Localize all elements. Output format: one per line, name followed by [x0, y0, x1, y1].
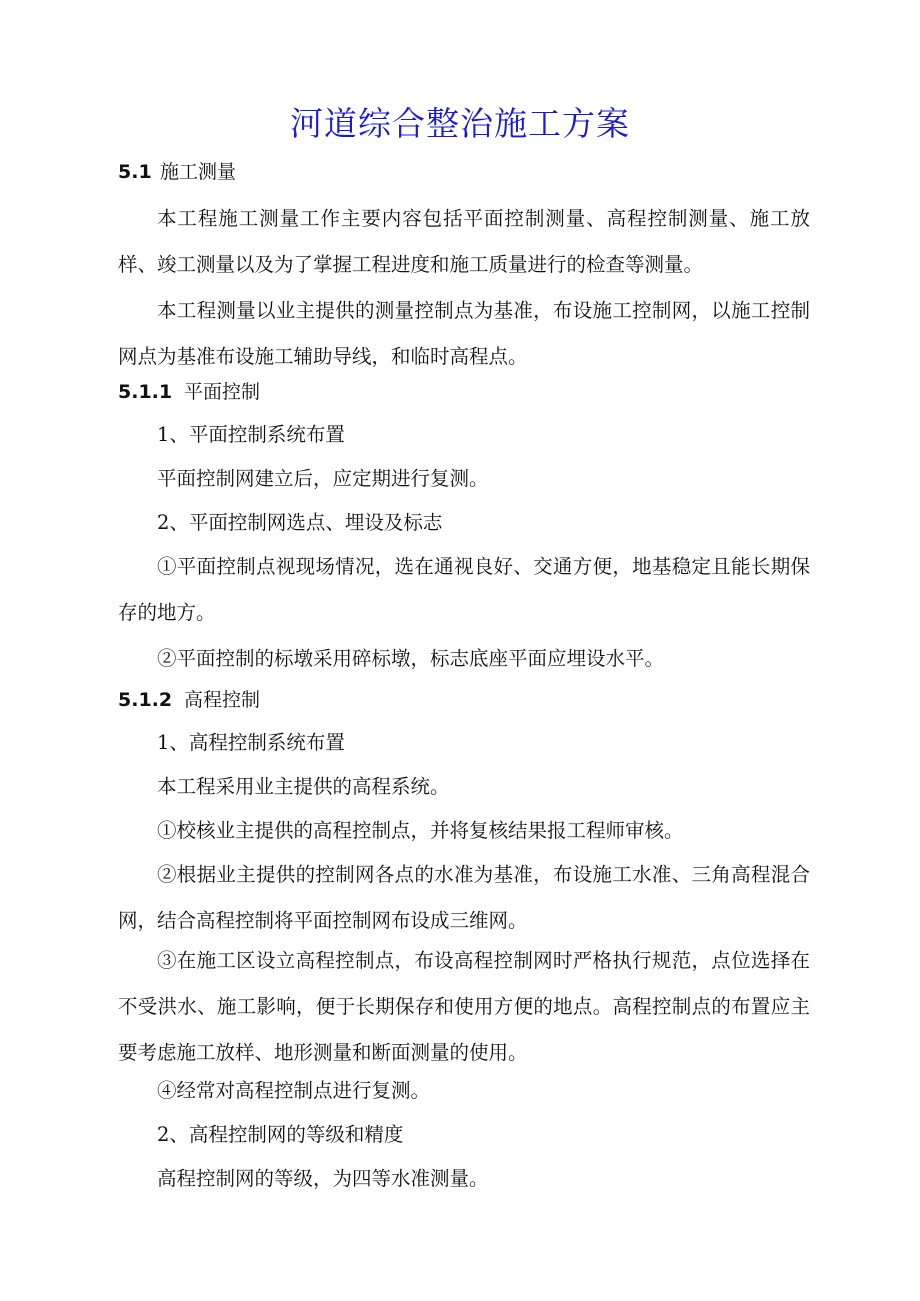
- paragraph: 平面控制网建立后，应定期进行复测。: [157, 467, 489, 490]
- paragraph: ①平面控制点视现场情况，选在通视良好、交通方便，地基稳定且能长期保存的地方。: [118, 555, 810, 624]
- section-number: 5.1.1: [118, 381, 173, 403]
- paragraph: 本工程采用业主提供的高程系统。: [157, 775, 450, 798]
- section-heading-5-1: [118, 158, 236, 186]
- paragraph: ②平面控制的标墩采用碎标墩，标志底座平面应埋设水平。: [157, 647, 665, 670]
- paragraph: 1、平面控制系统布置: [157, 423, 345, 446]
- paragraph: ①校核业主提供的高程控制点，并将复核结果报工程师审核。: [157, 819, 684, 842]
- section-heading-5-1-2: [118, 686, 260, 714]
- section-number: 5.1.2: [118, 689, 173, 711]
- section-heading-5-1-1: [118, 378, 260, 406]
- paragraph: 本工程施工测量工作主要内容包括平面控制测量、高程控制测量、施工放样、竣工测量以及为了掌握工程进度和施工质量进行的检查等测量。: [118, 207, 810, 276]
- paragraph: 2、平面控制网选点、埋设及标志: [157, 511, 443, 534]
- paragraph: ③在施工区设立高程控制点，布设高程控制网时严格执行规范，点位选择在不受洪水、施工影响，便于长期保存和使用方便的地点。高程控制点的布置应主要考虑施工放样、地形测量和断面测量的使用。: [118, 949, 810, 1064]
- document-title: 河道综合整治施工方案: [290, 104, 630, 143]
- paragraph: ②根据业主提供的控制网各点的水准为基准，布设施工水准、三角高程混合网，结合高程控制将平面控制网布设成三维网。: [118, 863, 810, 932]
- section-title: 施工测量: [160, 161, 237, 183]
- paragraph: 1、高程控制系统布置: [157, 731, 345, 754]
- section-title: 平面控制: [184, 381, 261, 403]
- paragraph: 高程控制网的等级，为四等水准测量。: [157, 1167, 489, 1190]
- section-title: 高程控制: [184, 689, 261, 711]
- paragraph: 本工程测量以业主提供的测量控制点为基准，布设施工控制网，以施工控制网点为基准布设施工辅助导线，和临时高程点。: [118, 299, 810, 368]
- paragraph: 2、高程控制网的等级和精度: [157, 1123, 404, 1146]
- section-number: 5.1: [118, 161, 152, 183]
- paragraph: ④经常对高程控制点进行复测。: [157, 1079, 431, 1102]
